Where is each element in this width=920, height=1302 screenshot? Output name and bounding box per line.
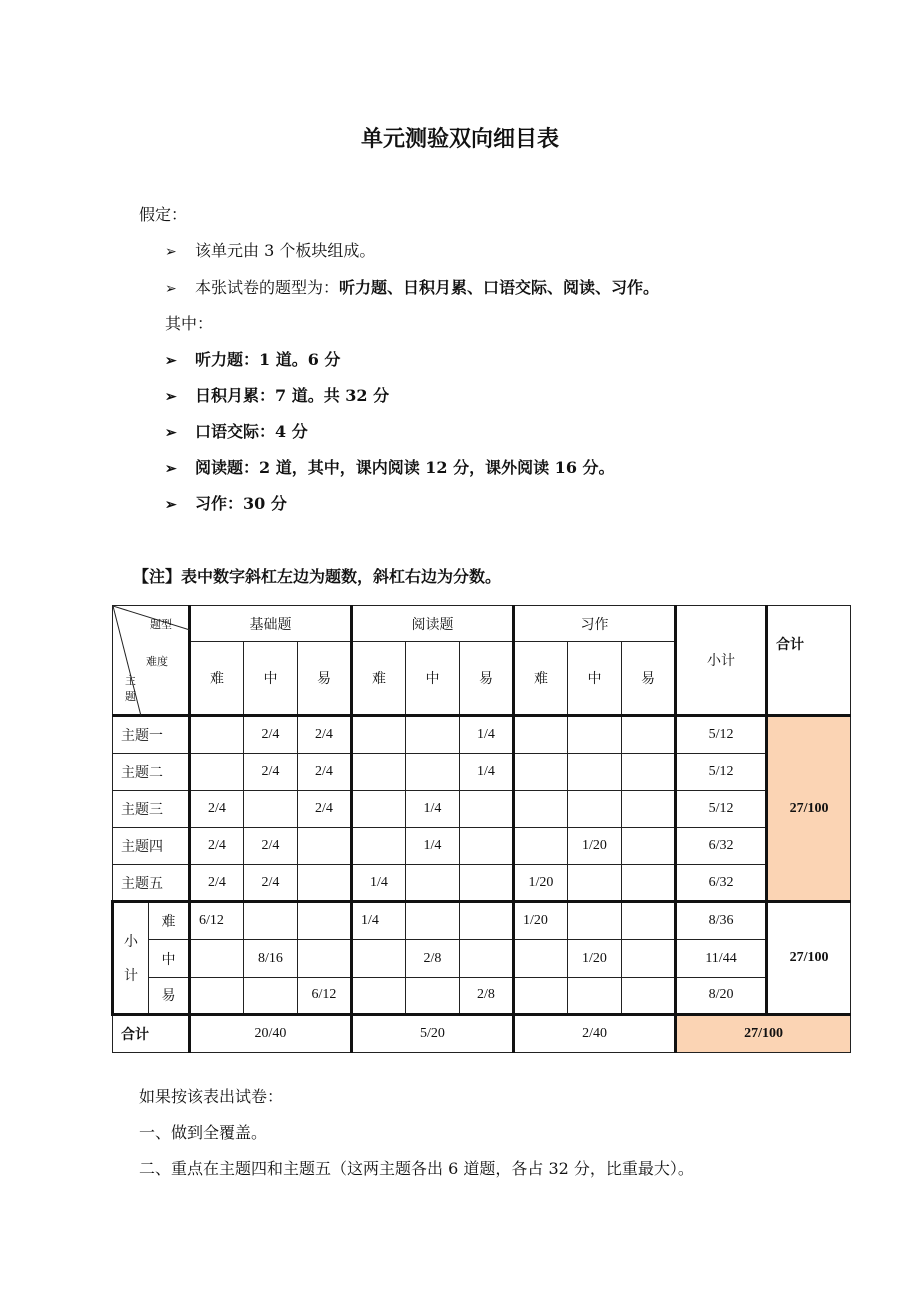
table-cell: 8/16	[244, 940, 298, 977]
level-name: 难	[149, 902, 190, 940]
table-cell	[514, 977, 568, 1014]
detail-item	[165, 457, 615, 480]
table-cell	[514, 827, 568, 864]
table-cell	[406, 977, 460, 1014]
level-header: 难	[514, 642, 568, 716]
table-note: 【注】表中数字斜杠左边为题数，斜杠右边为分数。	[133, 567, 502, 586]
table-cell	[352, 753, 406, 790]
table-cell	[190, 716, 244, 753]
table-cell	[406, 902, 460, 940]
table-cell: 2/4	[190, 790, 244, 827]
diff-total-cell: 27/100	[767, 902, 851, 1014]
page-title: 单元测验双向细目表	[360, 127, 559, 152]
among-label: 其中：	[165, 314, 214, 333]
level-header: 难	[352, 642, 406, 716]
intro-item	[165, 240, 375, 263]
detail-text: 口语交际：4 分	[195, 422, 308, 441]
subtotal-cell: 5/12	[676, 716, 767, 753]
table-cell	[406, 753, 460, 790]
level-header: 易	[460, 642, 514, 716]
arrow-bullet-icon: ➢	[165, 353, 177, 369]
conclusion-item: 二、重点在主题四和主题五（这两主题各出 6 道题，各占 32 分，比重最大）。	[139, 1159, 694, 1178]
table-cell	[622, 716, 676, 753]
theme-name: 主题一	[113, 716, 190, 753]
table-cell: 2/4	[190, 827, 244, 864]
subtotal-cell: 6/32	[676, 865, 767, 902]
table-row	[113, 977, 851, 1014]
table-cell	[298, 827, 352, 864]
theme-name: 主题三	[113, 790, 190, 827]
table-cell	[190, 977, 244, 1014]
arrow-bullet-icon: ➢	[165, 244, 177, 260]
theme-name: 主题二	[113, 753, 190, 790]
table-cell	[406, 865, 460, 902]
table-cell: 1/20	[514, 865, 568, 902]
level-header: 中	[568, 642, 622, 716]
table-cell	[568, 977, 622, 1014]
table-cell	[622, 753, 676, 790]
table-cell	[244, 902, 298, 940]
level-header: 中	[244, 642, 298, 716]
table-cell	[244, 790, 298, 827]
table-cell: 1/4	[352, 902, 406, 940]
group-total-basic: 20/40	[190, 1014, 352, 1052]
theme-name: 主题四	[113, 827, 190, 864]
arrow-bullet-icon: ➢	[165, 497, 177, 513]
table-cell: 1/4	[406, 827, 460, 864]
detail-text: 听力题：1 道。6 分	[195, 350, 341, 369]
level-header: 难	[190, 642, 244, 716]
table-cell	[298, 902, 352, 940]
subtotal-cell: 8/20	[676, 977, 767, 1014]
arrow-bullet-icon: ➢	[165, 389, 177, 405]
table-cell	[190, 940, 244, 977]
table-cell: 1/4	[460, 753, 514, 790]
table-cell	[460, 902, 514, 940]
table-cell: 2/8	[460, 977, 514, 1014]
table-cell: 1/4	[460, 716, 514, 753]
group-header-writing: 习作	[514, 606, 676, 642]
intro-item	[165, 277, 659, 300]
table-row	[113, 902, 851, 940]
table-cell	[244, 977, 298, 1014]
themes-total-cell: 27/100	[767, 716, 851, 902]
corner-theme-label: 题	[125, 690, 136, 703]
table-cell: 6/12	[298, 977, 352, 1014]
table-cell: 2/4	[298, 716, 352, 753]
table-cell: 1/20	[568, 827, 622, 864]
detail-text: 阅读题：2 道，其中，课内阅读 12 分，课外阅读 16 分。	[195, 458, 615, 477]
table-cell	[460, 827, 514, 864]
subtotal-cell: 6/32	[676, 827, 767, 864]
table-cell	[568, 865, 622, 902]
detail-text: 日积月累：7 道。共 32 分	[195, 386, 390, 405]
detail-item	[165, 349, 340, 372]
group-header-reading: 阅读题	[352, 606, 514, 642]
theme-name: 主题五	[113, 865, 190, 902]
table-cell	[460, 790, 514, 827]
table-cell	[406, 716, 460, 753]
corner-difficulty-label: 难度	[146, 655, 168, 668]
table-cell	[568, 753, 622, 790]
question-types: 听力题、日积月累、口语交际、阅读、习作。	[339, 278, 660, 297]
table-row	[113, 716, 851, 753]
corner-type-label: 题型	[150, 618, 172, 631]
table-cell: 2/4	[190, 865, 244, 902]
table-cell: 1/20	[514, 902, 568, 940]
group-total-reading: 5/20	[352, 1014, 514, 1052]
table-cell	[622, 827, 676, 864]
table-cell: 2/8	[406, 940, 460, 977]
after-intro: 如果按该表出试卷：	[139, 1087, 284, 1106]
table-cell	[460, 940, 514, 977]
table-cell	[352, 827, 406, 864]
table-cell	[514, 790, 568, 827]
table-cell	[298, 940, 352, 977]
table-cell	[460, 865, 514, 902]
detail-item	[165, 385, 389, 408]
table-cell: 2/4	[298, 790, 352, 827]
table-cell	[568, 902, 622, 940]
grand-total-label: 合计	[113, 1014, 190, 1052]
table-cell	[568, 716, 622, 753]
table-cell: 6/12	[190, 902, 244, 940]
table-cell: 2/4	[244, 865, 298, 902]
table-cell	[514, 716, 568, 753]
table-cell	[514, 753, 568, 790]
header-row	[113, 606, 851, 642]
table-cell	[352, 977, 406, 1014]
table-cell	[514, 940, 568, 977]
level-name: 中	[149, 940, 190, 977]
table-cell	[622, 902, 676, 940]
table-row	[113, 940, 851, 977]
conclusion-item: 一、做到全覆盖。	[139, 1123, 268, 1142]
table-row	[113, 790, 851, 827]
table-cell: 1/4	[406, 790, 460, 827]
subtotal-cell: 8/36	[676, 902, 767, 940]
table-row	[113, 753, 851, 790]
table-cell	[622, 977, 676, 1014]
table-cell	[622, 940, 676, 977]
small-subtotal-label: 小 计	[113, 902, 149, 1014]
intro-text: 本张试卷的题型为：	[195, 278, 340, 297]
detail-item	[165, 421, 308, 444]
level-header: 易	[298, 642, 352, 716]
level-name: 易	[149, 977, 190, 1014]
grand-total-value: 27/100	[676, 1014, 851, 1052]
table-cell	[298, 865, 352, 902]
total-header: 合计	[767, 606, 851, 716]
table-cell	[352, 790, 406, 827]
subtotal-cell: 5/12	[676, 790, 767, 827]
corner-theme-label: 主	[125, 674, 136, 687]
specification-table	[111, 605, 851, 1053]
assumption-label: 假定：	[139, 205, 188, 224]
arrow-bullet-icon: ➢	[165, 425, 177, 441]
table-row	[113, 865, 851, 902]
grand-total-row	[113, 1014, 851, 1052]
subtotal-header: 小计	[676, 606, 767, 716]
table-cell: 2/4	[244, 753, 298, 790]
table-row	[113, 827, 851, 864]
detail-text: 习作：30 分	[195, 494, 287, 513]
group-total-writing: 2/40	[514, 1014, 676, 1052]
corner-cell	[113, 606, 190, 716]
level-header: 中	[406, 642, 460, 716]
table-cell	[622, 865, 676, 902]
arrow-bullet-icon: ➢	[165, 461, 177, 477]
table-cell: 2/4	[244, 827, 298, 864]
table-cell: 1/20	[568, 940, 622, 977]
table-cell	[352, 716, 406, 753]
table-cell	[622, 790, 676, 827]
intro-text: 该单元由 3 个板块组成。	[195, 241, 376, 260]
subtotal-cell: 5/12	[676, 753, 767, 790]
arrow-bullet-icon: ➢	[165, 281, 177, 297]
table-cell: 2/4	[244, 716, 298, 753]
level-header: 易	[622, 642, 676, 716]
table-cell: 1/4	[352, 865, 406, 902]
table-cell	[352, 940, 406, 977]
group-header-basic: 基础题	[190, 606, 352, 642]
table-cell: 2/4	[298, 753, 352, 790]
detail-item	[165, 493, 287, 516]
table-cell	[568, 790, 622, 827]
table-cell	[190, 753, 244, 790]
subtotal-cell: 11/44	[676, 940, 767, 977]
